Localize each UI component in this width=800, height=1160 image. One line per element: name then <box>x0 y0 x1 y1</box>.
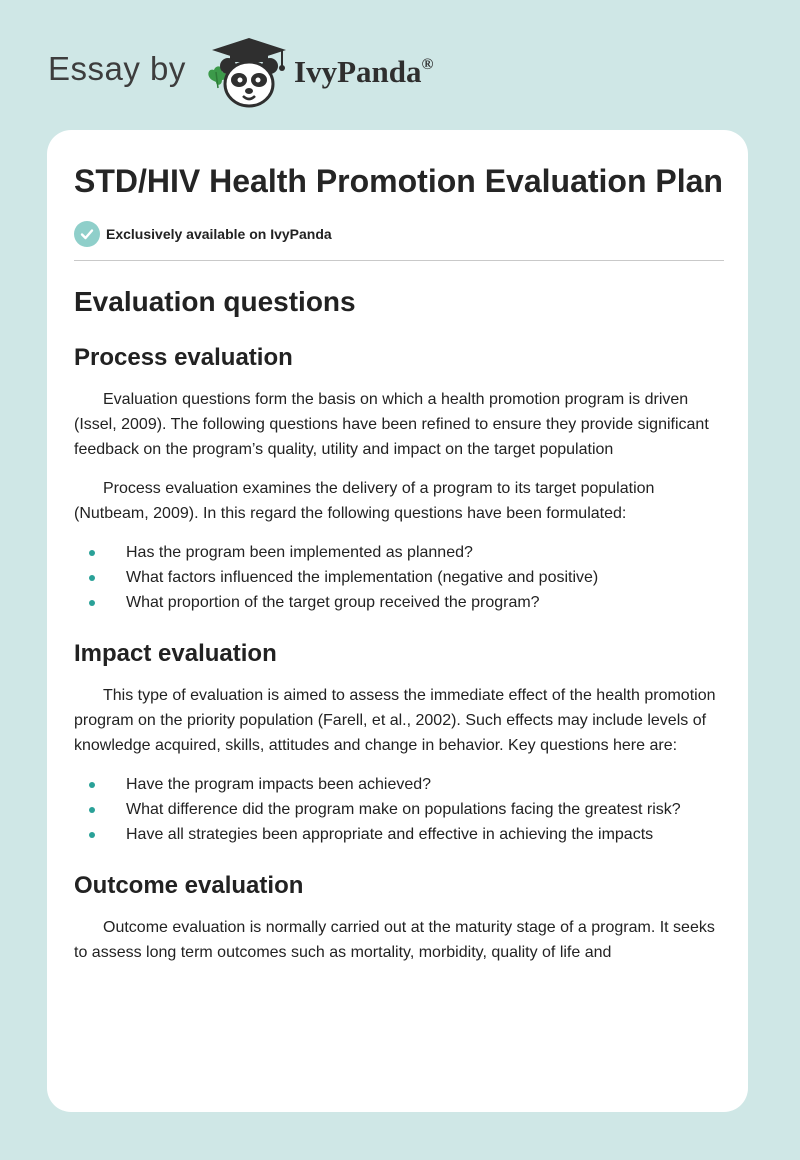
impact-question-list <box>74 772 724 847</box>
badge-label: Exclusively available on IvyPanda <box>106 226 332 242</box>
list-item: What factors influenced the implementation (negative and positive) <box>74 565 724 590</box>
paragraph: Process evaluation examines the delivery of a program to its target population (Nutbeam, 2009). In this regard the following questions have been formulated: <box>74 480 655 522</box>
bullet-icon <box>89 807 95 813</box>
bullet-icon <box>89 832 95 838</box>
list-item: Have the program impacts been achieved? <box>74 772 724 797</box>
list-item: Has the program been implemented as planned? <box>74 540 724 565</box>
bullet-icon <box>89 782 95 788</box>
paragraph: Outcome evaluation is normally carried out at the maturity stage of a program. It seeks to assess long term outcomes such as mortality, morbidity, quality of life and <box>74 919 715 961</box>
brand-name: IvyPanda® <box>294 54 434 89</box>
bullet-icon <box>89 600 95 606</box>
paragraph: Evaluation questions form the basis on which a health promotion program is driven (Issel, 2009). The following questions have been refined to ensure they provide significant feedback on the program’s quality, utility and impact on the target population <box>74 391 709 458</box>
impact-heading: Impact evaluation <box>74 640 277 667</box>
exclusive-badge <box>74 220 724 248</box>
list-item: What difference did the program make on populations facing the greatest risk? <box>74 797 724 822</box>
paragraph: This type of evaluation is aimed to assess the immediate effect of the health promotion program on the priority population (Farell, et al., 2002). Such effects may include levels of knowledge acquired, skills, attitudes and change in behavior. Key questions here are: <box>74 687 716 754</box>
section-heading: Evaluation questions <box>74 286 356 317</box>
bullet-icon <box>89 575 95 581</box>
process-question-list <box>74 540 724 615</box>
site-brand[interactable] <box>48 36 478 108</box>
brand-prefix: Essay by <box>48 50 186 87</box>
article-content <box>74 160 724 965</box>
list-item: Have all strategies been appropriate and effective in achieving the impacts <box>74 822 724 847</box>
divider <box>74 260 724 261</box>
process-heading: Process evaluation <box>74 344 293 371</box>
article-card <box>47 130 748 1112</box>
page-title: STD/HIV Health Promotion Evaluation Plan <box>74 163 723 199</box>
list-item: What proportion of the target group received the program? <box>74 590 724 615</box>
bullet-icon <box>89 550 95 556</box>
outcome-heading: Outcome evaluation <box>74 872 304 899</box>
panda-logo-icon <box>204 36 294 110</box>
check-icon <box>74 221 100 247</box>
